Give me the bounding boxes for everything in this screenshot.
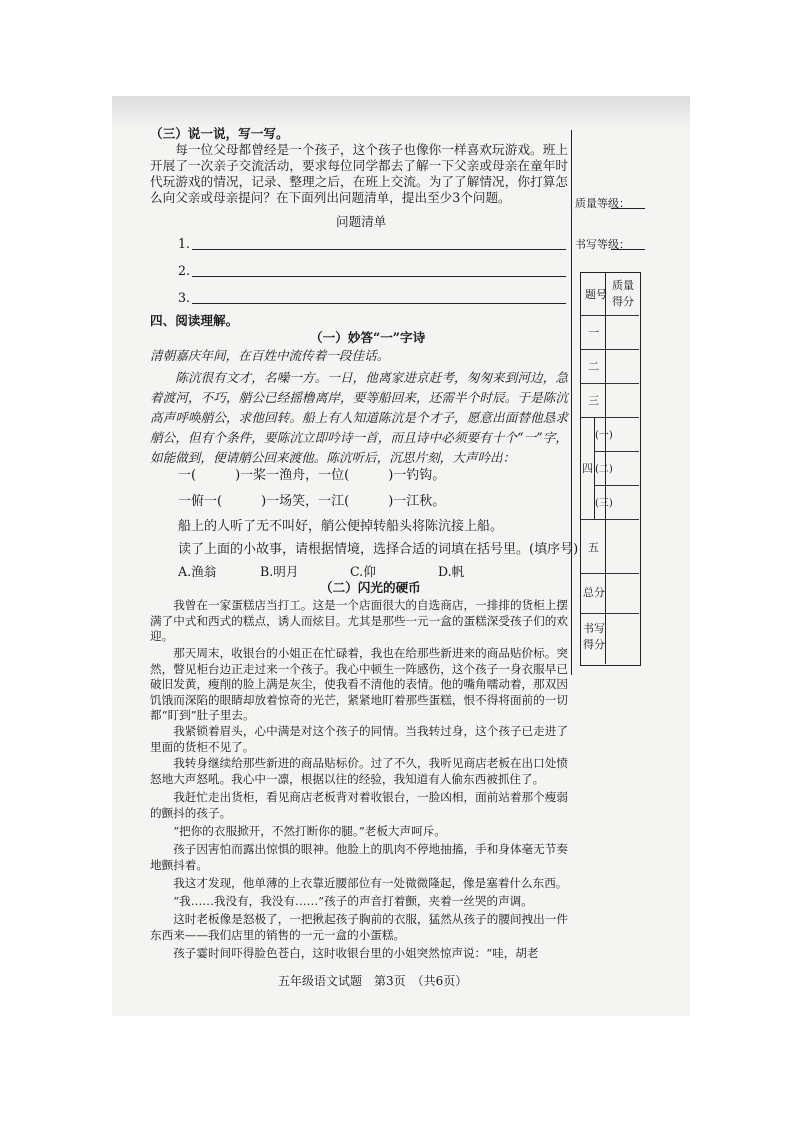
score-row-3-label: 三 [588,394,599,407]
reading1-para3: 船上的人听了无不叫好，艄公便掉转船头将陈沆接上船。 [178,519,504,534]
poem-line-2[interactable]: 一俯一( )一场笑，一江( )一江秋。 [178,494,446,509]
section3-heading: （三）说一说，写一写。 [150,126,289,141]
reading2-para4: 我转身继续给那些新进的商品贴标价。过了不久，我听见商店老板在出口处愤怒地大声怒吼。我心中一凛，根据以往的经验，我知道有人偷东西被抓住了。 [150,756,568,786]
score-row-5-label: 五 [588,541,599,554]
score-table-rule [581,519,639,520]
quality-grade-blank[interactable] [611,208,645,209]
quality-grade-label: 质量等级： [575,197,630,210]
scan-shadow [112,96,690,130]
score-table-rule [594,451,639,452]
score-sub-2-label: (二) [595,464,613,475]
reading2-para11: 孩子霎时间吓得脸色苍白，这时收银台里的小姐突然惊声说：“哇，胡老 [173,946,539,960]
score-row-1-label: 一 [588,326,599,339]
score-row-total-label: 总分 [583,586,605,599]
reading2-para1: 我曾在一家蛋糕店当打工。这是一个店面很大的自选商店，一排排的货柜上摆满了中式和西式的糕点，诱人而炫目。尤其是那些一元一盒的蛋糕深受孩子们的欢迎。 [150,598,568,643]
score-sub-3-label: (三) [595,498,613,509]
score-table-rule [594,485,639,486]
section3-intro: 每一位父母都曾经是一个孩子，这个孩子也像你一样喜欢玩游戏。班上开展了一次亲子交流活动，要求每位同学都去了解一下父亲或母亲在童年时代玩游戏的情况，记录、整理之后，在班上交流。为了了解情况，你打算怎么向父亲或母亲提问？在下面列出问题清单，提出至少3个问题。 [150,142,568,205]
option-b: B.明月 [260,564,299,579]
reading1-para1: 清朝嘉庆年间，在百姓中流传着一段佳话。 [150,348,390,363]
question-3-number: 3. [178,290,191,305]
score-table-rule [581,315,639,316]
reading2-para2: 那天周末，收银台的小姐正在忙碌着，我也在给那些新进来的商品贴价标。突然，瞥见柜台边正走过来一个孩子。我心中顿生一阵感伤，这个孩子一身衣服早已破旧发黄，瘦削的脸上满是灰尘，使我看不清他的表情。他的嘴角嚅动着，那双因饥饿而深陷的眼睛却放着惊奇的光芒，紧紧地盯着那些蛋糕，恨不得将面前的一切都“盯到”肚子里去。 [150,646,568,722]
score-row-writing-label-a: 书写 [583,622,605,635]
reading2-para9: “我……我没有，我没有……”孩子的声音打着颤，夹着一丝哭的声调。 [173,894,533,908]
score-table-header-quality: 质量 [612,279,634,292]
question-2-answer-line[interactable] [192,276,566,277]
question-3-answer-line[interactable] [192,303,566,304]
option-c: C.仰 [350,564,376,579]
score-table [580,272,641,666]
reading2-para6: “把你的衣服掀开，不然打断你的腿。”老板大声呵斥。 [173,824,446,838]
score-table-rule [581,349,639,350]
writing-grade-label: 书写等级： [575,238,630,251]
reading1-title: （一）妙答“一”字诗 [310,330,426,345]
score-table-rule [581,383,639,384]
score-table-rule [581,573,639,574]
reading2-para10: 这时老板像是怒极了，一把揪起孩子胸前的衣服，猛然从孩子的腰间拽出一件东西来——我们店里的销售的一元一盒的小蛋糕。 [150,912,568,942]
reading2-para7: 孩子因害怕而露出惊惧的眼神。他脸上的肌肉不停地抽搐，手和身体毫无节奏地颤抖着。 [150,842,568,872]
score-sub-1-label: (一) [595,430,613,441]
question-1-answer-line[interactable] [192,249,566,250]
page-footer: 五年级语文试题 第3页 （共6页） [278,974,468,988]
section4-heading: 四、阅读理解。 [150,313,239,328]
question-list-title: 问题清单 [336,214,387,229]
score-table-header-no: 题号 [585,288,607,301]
reading2-para8: 我这才发现，他单薄的上衣靠近腰部位有一处微微隆起，像是塞着什么东西。 [173,876,568,890]
option-a: A.渔翁 [178,564,217,579]
reading2-title: （二）闪光的硬币 [320,580,421,595]
reading2-para5: 我赶忙走出货柜，看见商店老板背对着收银台，一脸凶相，面前站着那个瘦弱的颤抖的孩子。 [150,790,568,820]
reading2-para3: 我紧锁着眉头，心中满是对这个孩子的同情。当我转过身，这个孩子已走进了里面的货柜不见了。 [150,724,568,754]
score-table-header-score: 得分 [612,295,634,308]
option-d: D.帆 [438,564,465,579]
score-row-2-label: 二 [588,360,599,373]
question-2-number: 2. [178,263,191,278]
score-row-writing-label-b: 得分 [583,638,605,651]
reading1-task: 读了上面的小故事，请根据情境，选择合适的词填在括号里。(填序号) [178,542,579,557]
score-row-4-label: 四 [582,462,593,475]
score-table-rule [581,417,639,418]
writing-grade-blank[interactable] [611,249,645,250]
margin-divider [571,130,572,675]
reading1-para2: 陈沆很有文才，名噪一方。一日，他离家进京赶考，匆匆来到河边，急着渡河，不巧，艄公已经摇橹离岸，要等船回来，还需半个时辰。于是陈沆高声呼唤艄公，求他回转。船上有人知道陈沆是个才子，愿意出面替他恳求艄公，但有个条件，要陈沆立即吟诗一首，而且诗中必须要有十个“一”字，如能做到，便请艄公回来渡他。陈沆听后，沉思片刻，大声吟出： [150,370,568,465]
score-table-rule [581,613,639,614]
question-1-number: 1. [178,236,191,251]
poem-line-1[interactable]: 一( )一桨一渔舟，一位( )一钓钩。 [178,468,446,483]
